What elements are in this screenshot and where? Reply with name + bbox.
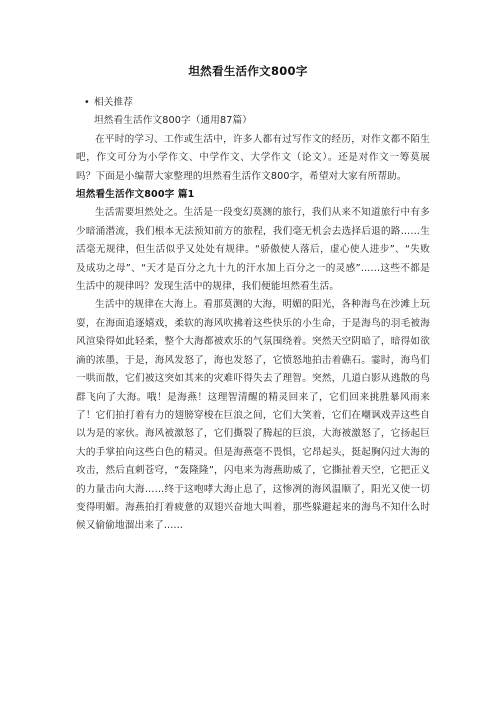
document-body — [76, 94, 430, 536]
body-paragraph: 生活需要坦然处之。生活是一段变幻莫测的旅行，我们从来不知道旅行中有多少暗涌潜流，我们根本无法预知前方的旅程，我们毫无机会去选择后退的路……生活毫无规律，但生活似乎又处处有规律。“骄傲使人落后，虚心使人进步”、“失败及成功之母”、“天才是百分之九十九的汗水加上百分之一的灵感”……这些不都是生活中的规律吗？发现生活中的规律，我们便能坦然看生活。 — [76, 207, 430, 293]
related-label: 相关推荐 — [94, 97, 133, 108]
intro-paragraph: 在平时的学习、工作或生活中，许多人都有过写作文的经历，对作文都不陌生吧，作文可分为小学作文、中学作文、大学作文（论文）。还是对作文一筹莫展吗？下面是小编帮大家整理的坦然看生活作文800字，希望对大家有所帮助。 — [76, 133, 430, 182]
bullet-icon: • — [84, 97, 90, 108]
section-heading: 坦然看生活作文800字 篇1 — [76, 189, 195, 201]
related-item-link[interactable]: 坦然看生活作文800字（通用87篇） — [94, 115, 252, 127]
page-title: 坦然看生活作文800字 — [188, 64, 308, 78]
related-recommendations — [76, 94, 430, 112]
body-paragraph: 生活中的规律在大海上。看那莫测的大海，明媚的阳光，各种海鸟在沙滩上玩耍，在海面追逐嬉戏，柔软的海风吹拂着这些快乐的小生命，于是海鸟的羽毛被海风渲染得如此轻柔，整个大海都被欢乐的气氛围绕着。突然天空阴暗了，暗得如欲滴的浓墨，于是，海风发怒了，海也发怒了，它愤怒地拍击着礁石。霎时，海鸟们一哄而散，它们被这突如其来的灾难吓得失去了理智。突然，几道白影从逃散的鸟群飞向了大海。哦！是海燕！这理智清醒的精灵回来了，它们回来挑胜暴风雨来了！它们拍打着有力的翅膀穿梭在巨浪之间，它们大笑着，它们在嘲讽戏弄这些自以为是的家伙。海风被激怒了，它们撕裂了腾起的巨浪，大海被激怒了，它扬起巨大的手掌拍向这些白色的精灵。但是海燕毫不畏惧，它昂起头，挺起胸闪过大海的攻击，然后直刺苍穹，“轰隆隆”，闪电来为海燕助威了，它撕扯着天空，它把正义的力量击向大海……终于这咆哮大海止息了，这惨冽的海风温顺了，阳光又使一切变得明媚。海燕拍打着疲惫的双翅兴奋地大叫着，那些躲避起来的海鸟不知什么时候又偷偷地溜出来了…… — [76, 299, 430, 532]
